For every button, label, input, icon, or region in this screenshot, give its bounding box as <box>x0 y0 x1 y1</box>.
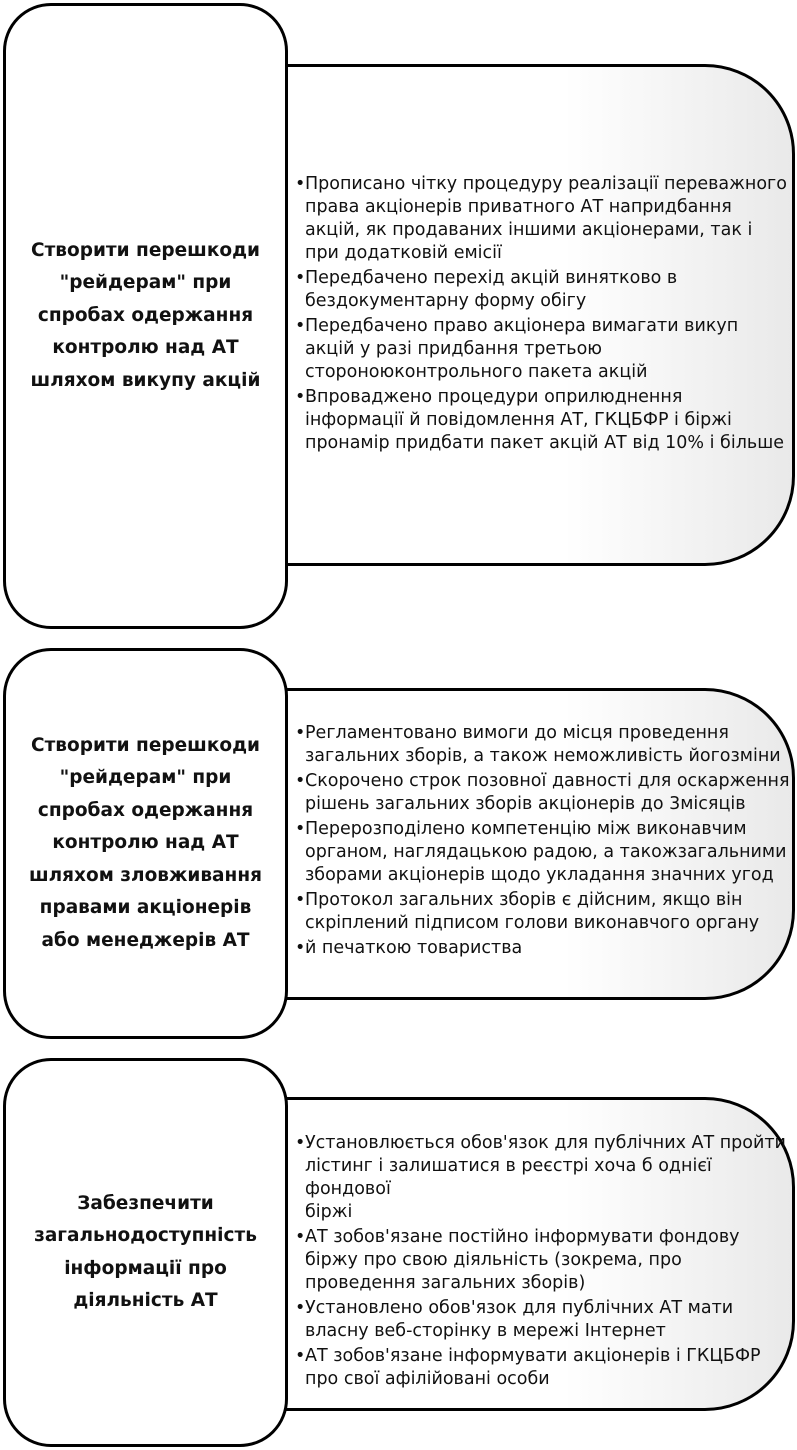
measure-text: Передбачено право акціонера вимагати викуп акцій у разі придбання третьою стороноюконтрольного пакета акцій <box>305 316 739 382</box>
measure-text: Протокол загальних зборів є дійсним, якщо він скріплений підписом голови виконавчого органу <box>305 890 760 933</box>
measure-item: • Перерозподілено компетенцію між виконавчим органом, наглядацькою радою, а такожзагальними зборами акціонерів щодо укладання значних угод <box>295 819 787 885</box>
measure-item: • Передбачено перехід акцій винятково в бездокументарну форму обігу <box>295 268 678 311</box>
goal-title-3: Забезпечити загальнодоступність інформації про діяльність АТ <box>34 1192 257 1311</box>
measure-item: • Установлено обов'язок для публічних АТ мати власну веб-сторінку в мережі Інтернет <box>295 1298 734 1341</box>
measure-item: • Передбачено право акціонера вимагати викуп акцій у разі придбання третьою стороноюконтрольного пакета акцій <box>295 316 739 382</box>
measure-text: АТ зобов'язане інформувати акціонерів і ГКЦБФР про свої афілійовані особи <box>305 1346 761 1389</box>
measure-item: • Впроваджено процедури оприлюднення інформації й повідомлення АТ, ГКЦБФР і біржі пронамір придбати пакет акцій АТ від 10% і більше <box>295 387 784 453</box>
measures-list-1 <box>295 173 790 457</box>
measure-text: Регламентовано вимоги до місця проведення загальних зборів, а також неможливість йогозміни <box>305 723 781 766</box>
goal-box-1 <box>3 3 288 629</box>
measure-text: Перерозподілено компетенцію між виконавчим органом, наглядацькою радою, а такожзагальними зборами акціонерів щодо укладання значних угод <box>305 819 787 885</box>
measure-item: • Протокол загальних зборів є дійсним, якщо він скріплений підписом голови виконавчого органу <box>295 890 760 933</box>
measure-text: Прописано чітку процедуру реалізації переважного права акціонерів приватного АТ напридбання акцій, як продаваних іншими акціонерами, так і при додатковій емісії <box>305 174 787 263</box>
measure-text: Скорочено строк позовної давності для оскарження рішень загальних зборів акціонерів до 3місяців <box>305 771 790 814</box>
measure-item: • й печаткою товариства <box>295 938 523 958</box>
measures-list-2 <box>295 722 790 962</box>
measure-item: • Установлюється обов'язок для публічних АТ пройти лістинг і залишатися в реєстрі хоча б однієї фондової біржі <box>295 1133 786 1222</box>
measure-text: Установлюється обов'язок для публічних АТ пройти лістинг і залишатися в реєстрі хоча б однієї фондової біржі <box>305 1133 786 1222</box>
measure-item: • Скорочено строк позовної давності для оскарження рішень загальних зборів акціонерів до 3місяців <box>295 771 790 814</box>
goal-box-2 <box>3 648 288 1039</box>
measure-item: • Прописано чітку процедуру реалізації переважного права акціонерів приватного АТ напридбання акцій, як продаваних іншими акціонерами, так і при додатковій емісії <box>295 174 787 263</box>
goal-title-2: Створити перешкоди "рейдерам" при спробах одержання контролю над АТ шляхом зловживання правами акціонерів або менеджерів АТ <box>28 734 262 951</box>
measure-text: АТ зобов'язане постійно інформувати фондову біржу про свою діяльність (зокрема, про проведення загальних зборів) <box>305 1227 740 1293</box>
measure-item: • АТ зобов'язане постійно інформувати фондову біржу про свою діяльність (зокрема, про проведення загальних зборів) <box>295 1227 740 1293</box>
measure-item: • АТ зобов'язане інформувати акціонерів і ГКЦБФР про свої афілійовані особи <box>295 1346 761 1389</box>
measure-text: Передбачено перехід акцій винятково в бездокументарну форму обігу <box>305 268 678 311</box>
measure-item: • Регламентовано вимоги до місця проведення загальних зборів, а також неможливість йогозміни <box>295 723 781 766</box>
goal-box-3 <box>3 1058 288 1447</box>
measures-list-3 <box>295 1132 790 1393</box>
measure-text: Впроваджено процедури оприлюднення інформації й повідомлення АТ, ГКЦБФР і біржі пронамір придбати пакет акцій АТ від 10% і більше <box>305 387 784 453</box>
measure-text: й печаткою товариства <box>305 938 523 958</box>
goal-title-1: Створити перешкоди "рейдерам" при спробах одержання контролю над АТ шляхом викупу акцій <box>30 239 261 391</box>
measure-text: Установлено обов'язок для публічних АТ мати власну веб-сторінку в мережі Інтернет <box>305 1298 734 1341</box>
